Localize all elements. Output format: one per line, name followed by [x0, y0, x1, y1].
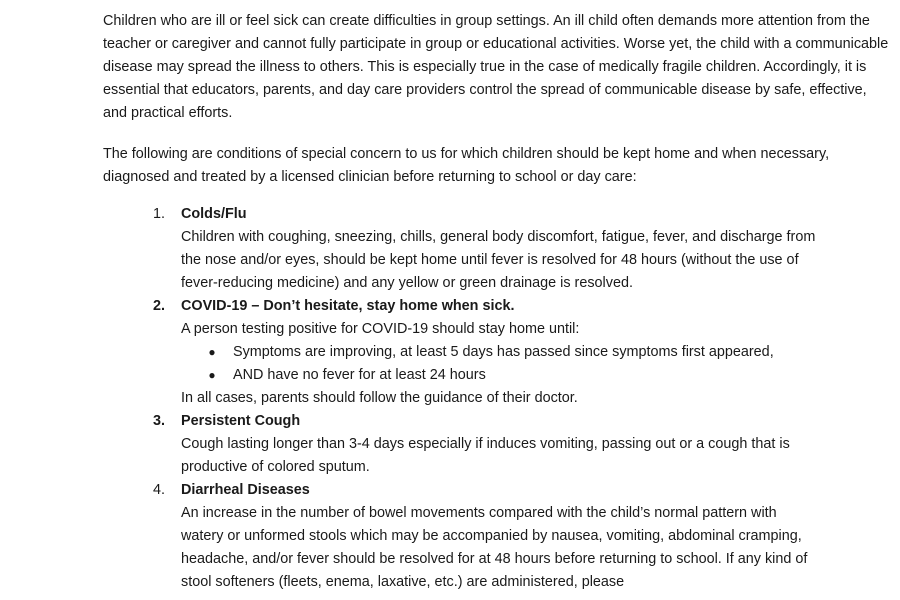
conditions-list [0, 203, 900, 594]
condition-number: 4. [153, 482, 166, 498]
bullet-text: Symptoms are improving, at least 5 days has passed since symptoms first appeared, [233, 344, 774, 360]
bullet-item [208, 364, 900, 387]
bullet-icon: ● [208, 368, 216, 382]
condition-item-diarrheal-diseases [0, 479, 900, 594]
condition-number: 3. [153, 413, 166, 429]
condition-title: Colds/Flu [181, 206, 247, 222]
condition-intro: A person testing positive for COVID-19 should stay home until: [181, 321, 580, 337]
intro-paragraph-1: Children who are ill or feel sick can create difficulties in group settings. An ill child often demands more attention from the teacher or caregiver and cannot fully participate in group or educational activities. Worse yet, the child with a communicable disease may spread the illness to others. This is especially true in the case of medically fragile children. Accordingly, it is essential that educators, parents, and day care providers control the spread of communicable disease by safe, effective, and practical efforts. [103, 13, 889, 121]
condition-number: 1. [153, 206, 166, 222]
bullet-icon: ● [208, 345, 216, 359]
condition-title: Persistent Cough [181, 413, 301, 429]
condition-description: Cough lasting longer than 3-4 days especially if induces vomiting, passing out or a cough that is productive of colored sputum. [181, 436, 790, 475]
condition-description: An increase in the number of bowel movements compared with the child’s normal pattern with watery or unformed stools which may be accompanied by nausea, vomiting, abdominal cramping, headache, and/or fever should be resolved for at 48 hours before returning to school. If any kind of stool softeners (fleets, enema, laxative, etc.) are administered, please [181, 505, 808, 590]
condition-item-covid-19 [0, 295, 900, 410]
bullet-text: AND have no fever for at least 24 hours [233, 367, 486, 383]
condition-title: COVID-19 – Don’t hesitate, stay home when sick. [181, 298, 515, 314]
condition-item-colds-flu [0, 203, 900, 295]
intro-paragraph-2: The following are conditions of special concern to us for which children should be kept home and when necessary, diagnosed and treated by a licensed clinician before returning to school or day care: [103, 146, 830, 185]
condition-number: 2. [153, 298, 166, 314]
condition-title: Diarrheal Diseases [181, 482, 310, 498]
condition-item-persistent-cough [0, 410, 900, 479]
bullet-item [208, 341, 900, 364]
condition-closing: In all cases, parents should follow the guidance of their doctor. [181, 390, 578, 406]
condition-description: Children with coughing, sneezing, chills, general body discomfort, fatigue, fever, and discharge from the nose and/or eyes, should be kept home until fever is resolved for 48 hours (without the use of fever-reducing medicine) and any yellow or green drainage is resolved. [181, 229, 816, 291]
